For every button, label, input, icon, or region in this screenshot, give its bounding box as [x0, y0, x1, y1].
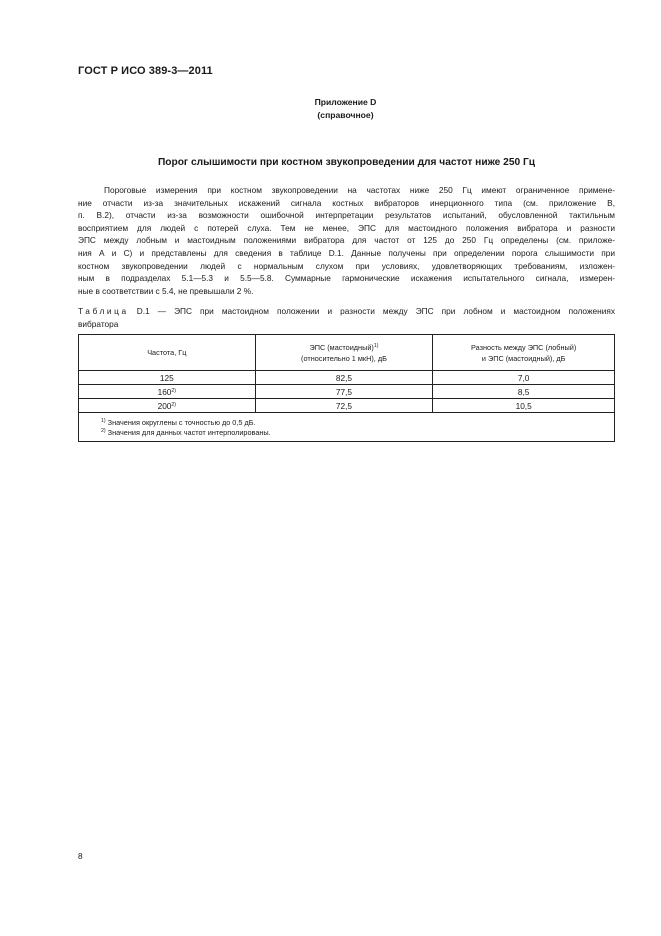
data-table: [78, 334, 615, 442]
table-row: [79, 371, 615, 385]
cell-frequency: 125: [79, 371, 256, 385]
paragraph-line: ным в подразделах 5.1—5.3 и 5.5—5.8. Суммарные гармонические искажения испытательного сигнала, измерен-: [78, 273, 615, 284]
annex-title: Приложение D: [314, 97, 377, 107]
cell-eps: 72,5: [255, 399, 433, 413]
cell-eps: 82,5: [255, 371, 433, 385]
section-title: Порог слышимости при костном звукопроведении для частот ниже 250 Гц: [157, 157, 536, 168]
table-caption-number: D.1 —: [136, 306, 167, 316]
header-eps-difference: Разность между ЭПС (лобный) и ЭПС (мастоидный), дБ: [433, 335, 615, 371]
header-frequency: Частота, Гц: [79, 335, 256, 371]
paragraph-line: восприятием для людей с потерей слуха. Тем не менее, ЭПС для мастоидного положения вибратора и разности: [78, 222, 615, 233]
cell-frequency: 160$^{2)}$: [79, 385, 256, 399]
table-caption: [78, 305, 615, 330]
body-paragraph: [78, 184, 615, 297]
paragraph-line: Пороговые измерения при костном звукопроведении на частотах ниже 250 Гц имеют ограниченное примене-: [104, 185, 615, 195]
cell-difference: 10,5: [433, 399, 615, 413]
page-number: 8: [78, 851, 83, 861]
cell-difference: 8,5: [433, 385, 615, 399]
header-eps-mastoid: ЭПС (мастоидный)$^{1)}$ (относительно 1 мкН), дБ: [255, 335, 433, 371]
cell-frequency: 200$^{2)}$: [79, 399, 256, 413]
table-caption-text: ЭПС при мастоидном положении и разности между ЭПС при лобном и мастоидном положениях: [174, 306, 615, 316]
paragraph-line: ния А и С) и представлены для сведения в таблице D.1. Данные получены при определении порога слышимости при: [78, 247, 615, 258]
table-caption-label: Таблица: [78, 306, 129, 316]
cell-eps: 77,5: [255, 385, 433, 399]
annex-status: (справочное): [317, 110, 374, 120]
table-row: [79, 399, 615, 413]
paragraph-line: костном звукопроведении людей с нормальным слухом при условиях, удовлетворяющих требованиям, изложен-: [78, 260, 615, 271]
paragraph-line: ЭПС между лобным и мастоидным положениями вибратора для частот от 125 до 250 Гц определены (см. приложе-: [78, 235, 615, 246]
paragraph-line: п. В.2), отчасти из-за возможности ошибочной интерпретации результатов испытаний, обусловленной тактильным: [78, 210, 615, 221]
table-notes: [79, 413, 615, 442]
table-note: $^{1)}$ Значения округлены с точностью до 0,5 дБ.: [101, 417, 256, 427]
table-note: $^{2)}$ Значения для данных частот интерполированы.: [101, 428, 271, 437]
table-notes-row: [79, 413, 615, 442]
annex-heading: [0, 96, 661, 122]
paragraph-line: ние отчасти из-за значительных искажений сигнала костных вибраторов инерционного типа (см. приложение В,: [78, 197, 615, 208]
table-caption-text-continued: вибратора: [78, 318, 119, 329]
table-caption-line: [78, 305, 615, 318]
document-header: ГОСТ Р ИСО 389-3—2011: [78, 65, 213, 77]
table-header-row: [79, 335, 615, 371]
table-row: [79, 385, 615, 399]
paragraph-line: ные в соответствии с 5.4, не превышали 2 %.: [78, 285, 254, 296]
cell-difference: 7,0: [433, 371, 615, 385]
